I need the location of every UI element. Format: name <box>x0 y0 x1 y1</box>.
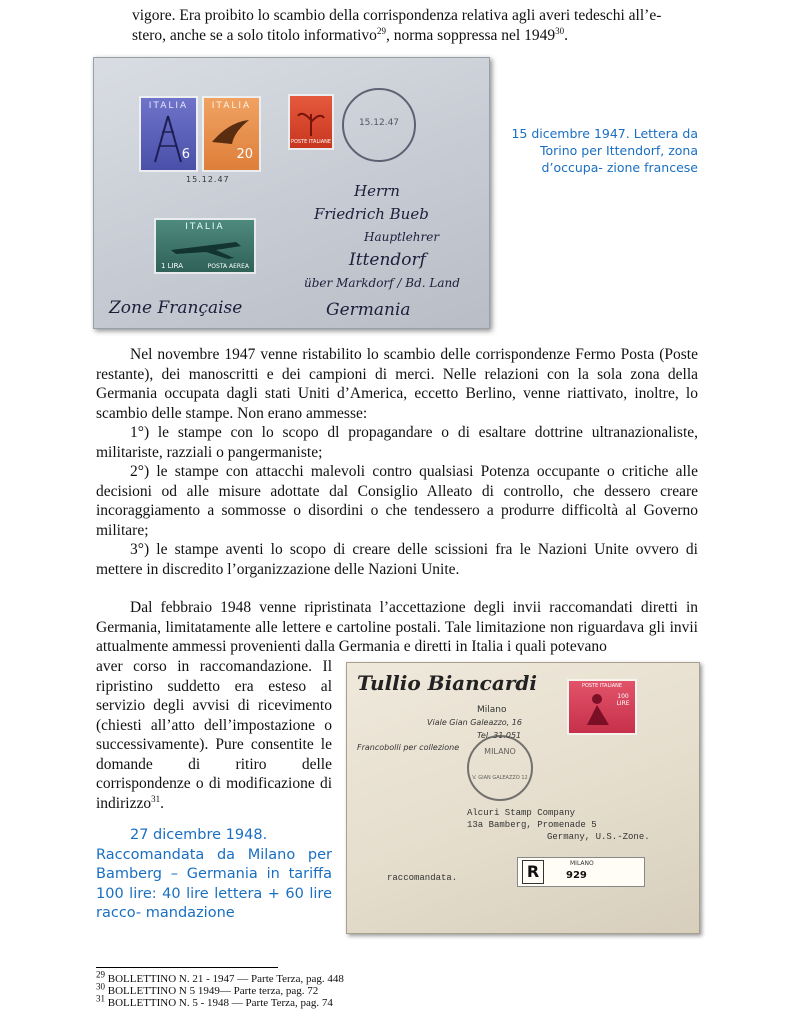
envelope-image-2 <box>346 662 700 934</box>
paragraph-2-side: aver corso in raccomandazione. Il ripristino suddetto era esteso al servizio degli avvisi di ricevimento (chiesti all’atto dell’impostazione o successivamente). Pure consentite le domande di ritiro delle corrispondenze o di modificazione di indirizzo$^{31}$. <box>96 658 332 812</box>
airplane-icon <box>156 232 254 262</box>
footnotes <box>96 969 596 1009</box>
intro-line-2: stero, anche se a solo titolo informativo$^{29}$, norma soppressa nel 1949$^{30}$. <box>132 25 568 44</box>
stamp-swallow-orange: ITALIA 20 <box>204 98 259 170</box>
envelope-image-1 <box>93 57 490 329</box>
handwritten-address: Herrn Friedrich Bueb Hauptlehrer Ittendorf über Markdorf / Bd. Land <box>304 182 460 290</box>
sender-tel: Tel. 31.051 <box>477 731 522 740</box>
list-item-2: 2°) le stampe con attacchi malevoli contro qualsiasi Potenza occupante o critiche alle decisioni od alle misure adottate dal Consiglio Alleato di controllo, che dessero creare incoraggiamento a sommosse o disordini o che tendessero a produrre difficoltà al Governo militare; <box>96 463 698 539</box>
figure-2-caption: 27 dicembre 1948. Raccomandata da Milano per Bamberg – Germania in tariffa 100 lire: 40 lire lettera + 60 lire racco- mandazione <box>96 827 332 921</box>
recipient-address: Alcuri Stamp Company 13a Bamberg, Promenade 5 Germany, U.S.-Zone. <box>467 808 650 842</box>
footnote-30: $^{30}$ BOLLETTINO N 5 1949— Parte terza, pag. 72 <box>96 981 319 997</box>
handwritten-zone: Zone Française <box>109 298 243 318</box>
sender-city: Milano <box>477 705 507 715</box>
footnote-31: $^{31}$ BOLLETTINO N. 5 - 1948 — Parte Terza, pag. 74 <box>96 993 333 1009</box>
list-item-1: 1°) le stampe con lo scopo dl propagandare o di esaltare dottrine ultranazionaliste, militariste, razziali o pangermaniste; <box>96 424 698 461</box>
sender-street: Viale Gian Galeazzo, 16 <box>427 718 522 727</box>
sender-name: Tullio Biancardi <box>357 671 537 695</box>
figure-1-caption: 15 dicembre 1947. Lettera da Torino per Ittendorf, zona d’occupa- zione francese <box>511 126 698 175</box>
list-item-3: 3°) le stampe aventi lo scopo di creare delle scissioni fra le Nazioni Unite ovvero di mettere in discredito l’organizzazione delle Nazioni Unite. <box>96 541 698 578</box>
footnote-ref-29[interactable]: 29 <box>376 25 386 36</box>
stamp-red-100-lire: POSTE ITALIANE 100 LIRE <box>569 681 635 733</box>
intro-line-1: vigore. Era proibito lo scambio della corrispondenza relativa agli averi tedeschi all’e- <box>132 7 662 24</box>
intro-text <box>132 6 698 45</box>
stamp-airplane-green: ITALIA 1 LIRA POSTA AEREA <box>156 220 254 272</box>
footnote-ref-31[interactable]: 31 <box>151 793 161 804</box>
handwritten-country: Germania <box>326 300 411 320</box>
paragraph-1 <box>96 345 698 579</box>
footnote-separator <box>96 967 278 968</box>
stamp-red-poste-italiane: POSTE ITALIANE <box>290 96 332 148</box>
footnote-ref-30[interactable]: 30 <box>555 25 565 36</box>
plant-icon <box>290 100 332 140</box>
raccomandata-label: raccomandata. <box>387 873 458 883</box>
paragraph-1-text: Nel novembre 1947 venne ristabilito lo scambio delle corrispondenze Fermo Posta (Poste restante), dei manoscritti e dei campioni di merci. Nelle relazioni con la sola zona della Germania occupata dagli stati Uniti d’America, eccetto Berlino, venne riattivato, inoltre, lo scambio delle stampe. Non erano ammesse: <box>96 346 698 422</box>
stamp-radio-tower-blue: ITALIA 6 <box>141 98 196 170</box>
postmark-date-strip: 15.12.47 <box>186 175 230 184</box>
sender-business: Francobolli per collezione <box>357 743 460 752</box>
postmark: 15.12.47 <box>342 88 416 162</box>
paragraph-2: Dal febbraio 1948 venne ripristinata l’accettazione degli invii raccomandati diretti in Germania, limitatamente alle lettere e cartoline postali. Tale limitazione non riguardava gli invii attualmente ammessi provenienti dalla Germania e diretti in Italia i quali potevano <box>96 599 698 655</box>
footnote-29: $^{29}$ BOLLETTINO N. 21 - 1947 — Parte Terza, pag. 448 <box>96 969 344 985</box>
milano-postmark: MILANO V. GIAN GALEAZZO 12 <box>467 735 533 801</box>
registration-label: R MILANO 929 <box>517 857 645 887</box>
